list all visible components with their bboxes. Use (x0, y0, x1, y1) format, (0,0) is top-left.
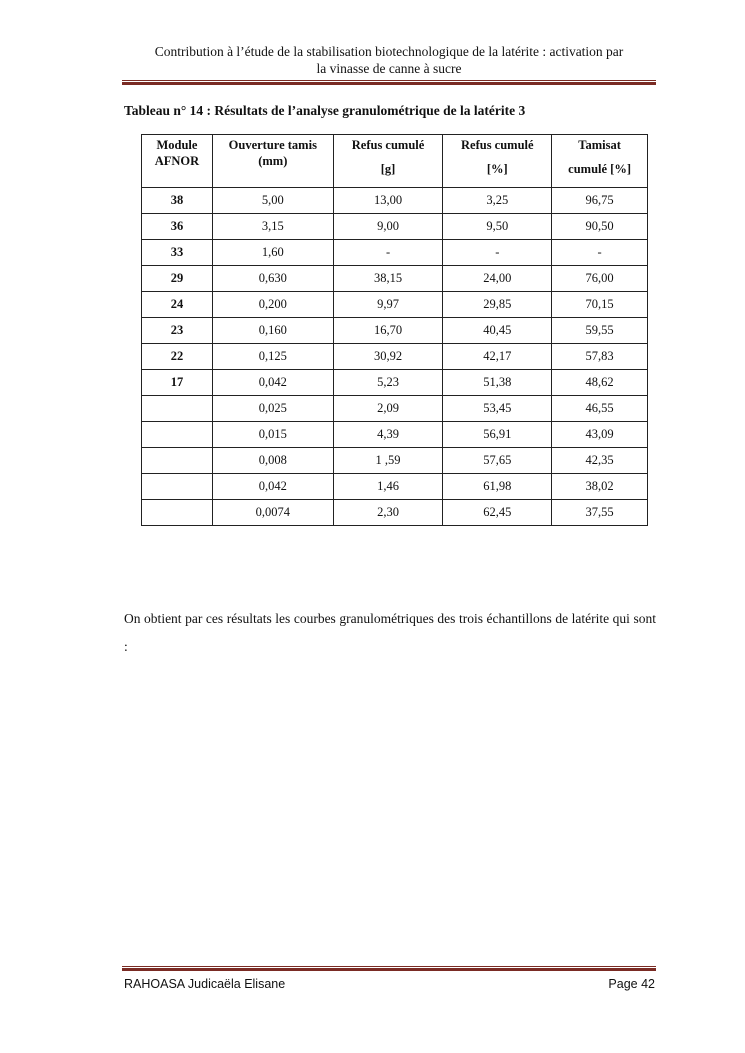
cell-ouverture: 5,00 (212, 188, 333, 214)
cell-refus-g: 2,30 (333, 500, 443, 526)
cell-tamisat: 90,50 (552, 214, 648, 240)
cell-tamisat: 42,35 (552, 448, 648, 474)
cell-refus-pct: 3,25 (443, 188, 552, 214)
cell-refus-pct: 56,91 (443, 422, 552, 448)
cell-tamisat: 43,09 (552, 422, 648, 448)
cell-tamisat: 59,55 (552, 318, 648, 344)
header-module-afnor (142, 135, 213, 188)
cell-refus-pct: 29,85 (443, 292, 552, 318)
cell-refus-g: 9,97 (333, 292, 443, 318)
running-header-line-2: la vinasse de canne à sucre (316, 61, 462, 76)
cell-tamisat: 76,00 (552, 266, 648, 292)
footer-author: RAHOASA Judicaëla Elisane (124, 977, 286, 991)
cell-ouverture: 0,025 (212, 396, 333, 422)
cell-tamisat: 96,75 (552, 188, 648, 214)
table-caption: Tableau n° 14 : Résultats de l’analyse granulométrique de la latérite 3 (124, 103, 526, 118)
cell-module (142, 474, 213, 500)
footer-page-number: Page 42 (608, 977, 655, 991)
table-row (142, 188, 648, 214)
cell-refus-g: 9,00 (333, 214, 443, 240)
header-cell-line: Refus cumulé (461, 138, 534, 152)
cell-ouverture: 0,015 (212, 422, 333, 448)
cell-refus-g: - (333, 240, 443, 266)
header-cell-line: Module (156, 138, 198, 152)
cell-refus-g: 2,09 (333, 396, 443, 422)
table-row (142, 292, 648, 318)
cell-refus-pct: - (443, 240, 552, 266)
cell-ouverture: 1,60 (212, 240, 333, 266)
cell-ouverture: 0,0074 (212, 500, 333, 526)
cell-refus-g: 16,70 (333, 318, 443, 344)
footer-rule-thick (122, 968, 656, 971)
header-refus-cumule-g (333, 135, 443, 188)
cell-module: 36 (142, 214, 213, 240)
table-row (142, 370, 648, 396)
table-row (142, 240, 648, 266)
cell-refus-pct: 40,45 (443, 318, 552, 344)
table-row (142, 344, 648, 370)
cell-refus-pct: 51,38 (443, 370, 552, 396)
table-row (142, 448, 648, 474)
cell-module: 38 (142, 188, 213, 214)
header-cell-line: Refus cumulé (351, 138, 425, 152)
header-rule-thick (122, 82, 656, 85)
cell-refus-g: 1 ,59 (333, 448, 443, 474)
cell-refus-g: 38,15 (333, 266, 443, 292)
cell-refus-pct: 42,17 (443, 344, 552, 370)
table-row (142, 474, 648, 500)
header-cell-line: Tamisat (578, 138, 621, 152)
cell-tamisat: 46,55 (552, 396, 648, 422)
cell-refus-pct: 53,45 (443, 396, 552, 422)
cell-refus-pct: 57,65 (443, 448, 552, 474)
table-header-row (142, 135, 648, 188)
running-header (122, 43, 656, 77)
cell-tamisat: 37,55 (552, 500, 648, 526)
header-rule-thin (122, 80, 656, 81)
cell-tamisat: 38,02 (552, 474, 648, 500)
cell-refus-pct: 62,45 (443, 500, 552, 526)
granulometry-table (141, 134, 648, 526)
header-cell-line: (mm) (258, 154, 288, 168)
cell-ouverture: 0,042 (212, 370, 333, 396)
body-paragraph: On obtient par ces résultats les courbes granulométriques des trois échantillons de latérite qui sont : (124, 611, 656, 654)
cell-module: 17 (142, 370, 213, 396)
cell-ouverture: 0,125 (212, 344, 333, 370)
cell-module: 23 (142, 318, 213, 344)
cell-module: 22 (142, 344, 213, 370)
cell-module (142, 448, 213, 474)
cell-ouverture: 3,15 (212, 214, 333, 240)
cell-refus-pct: 9,50 (443, 214, 552, 240)
cell-ouverture: 0,200 (212, 292, 333, 318)
cell-refus-g: 1,46 (333, 474, 443, 500)
cell-refus-pct: 61,98 (443, 474, 552, 500)
cell-tamisat: 70,15 (552, 292, 648, 318)
footer-rule-thin (122, 966, 656, 967)
table-row (142, 396, 648, 422)
cell-refus-g: 4,39 (333, 422, 443, 448)
cell-tamisat: 48,62 (552, 370, 648, 396)
cell-tamisat: 57,83 (552, 344, 648, 370)
cell-ouverture: 0,042 (212, 474, 333, 500)
header-cell-line: [%] (486, 162, 508, 176)
cell-module (142, 422, 213, 448)
cell-module: 24 (142, 292, 213, 318)
header-refus-cumule-pct (443, 135, 552, 188)
cell-ouverture: 0,008 (212, 448, 333, 474)
cell-refus-pct: 24,00 (443, 266, 552, 292)
cell-module: 33 (142, 240, 213, 266)
table-row (142, 214, 648, 240)
cell-refus-g: 13,00 (333, 188, 443, 214)
cell-refus-g: 30,92 (333, 344, 443, 370)
cell-module (142, 396, 213, 422)
cell-module (142, 500, 213, 526)
header-tamisat-cumule (552, 135, 648, 188)
running-header-line-1: Contribution à l’étude de la stabilisation biotechnologique de la latérite : activation par (154, 44, 624, 59)
table-row (142, 422, 648, 448)
table-row (142, 318, 648, 344)
header-cell-line: [g] (380, 162, 396, 176)
table-row (142, 500, 648, 526)
cell-refus-g: 5,23 (333, 370, 443, 396)
header-cell-line: cumulé [%] (568, 162, 631, 176)
cell-tamisat: - (552, 240, 648, 266)
cell-module: 29 (142, 266, 213, 292)
cell-ouverture: 0,630 (212, 266, 333, 292)
header-cell-line: AFNOR (154, 154, 200, 168)
header-ouverture-tamis (212, 135, 333, 188)
cell-ouverture: 0,160 (212, 318, 333, 344)
header-cell-line: Ouverture tamis (228, 138, 317, 152)
table-row (142, 266, 648, 292)
